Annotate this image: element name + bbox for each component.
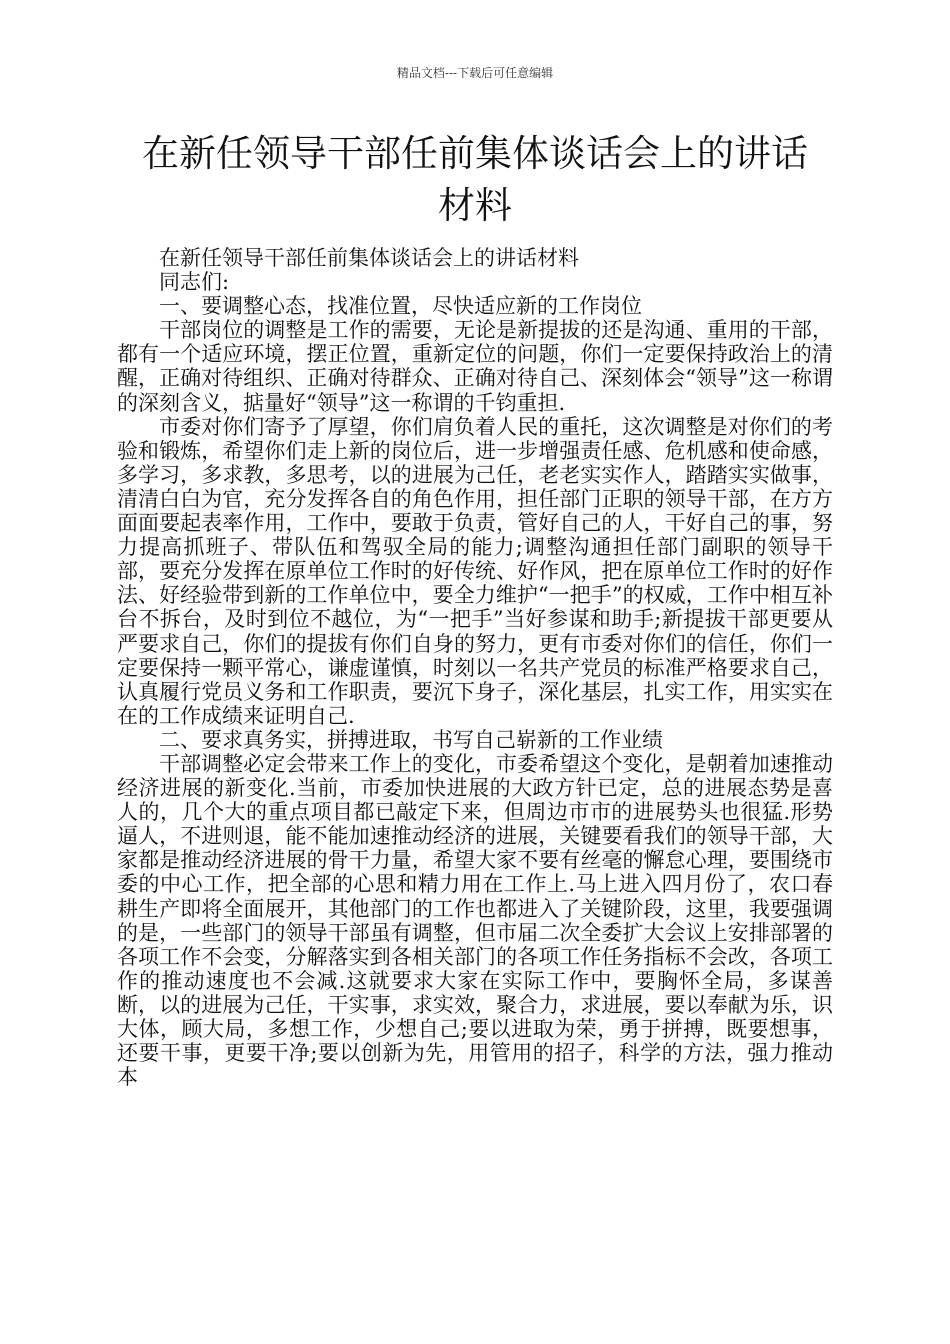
paragraph: 干部调整必定会带来工作上的变化，市委希望这个变化，是朝着加速推动经济进展的新变化.当前，市委加快进展的大政方针已定，总的进展态势是喜人的，几个大的重点项目都已敲定下来，但周边市市的进展势头也很猛.形势逼人，不进则退，能不能加速推动经济的进展，关键要看我们的领导干部，大家都是推动经济进展的骨干力量，希望大家不要有丝毫的懈怠心理，要围绕市委的中心工作，把全部的心思和精力用在工作上.马上进入四月份了，农口春耕生产即将全面展开，其他部门的工作也都进入了关键阶段，这里，我要强调的是，一些部门的领导干部虽有调整，但市届二次全委扩大会议上安排部署的各项工作不会变，分解落实到各相关部门的各项工作任务指标不会改，各项工作的推动速度也不会减.这就要求大家在实际工作中，要胸怀全局，多谋善断，以的进展为己任，干实事，求实效，聚合力，求进展，要以奉献为乐，识大体，顾大局，多想工作，少想自己;要以进取为荣，勇于拼搏，既要想事，还要干事，更要干净;要以创新为先，用管用的招子，科学的方法，强力推动本 — [117, 751, 833, 1090]
document-title: 在新任领导干部任前集体谈话会上的讲话材料 — [142, 132, 808, 227]
section-heading-2: 二、要求真务实，拼搏进取，书写自己崭新的工作业绩 — [159, 727, 663, 752]
header-note: 精品文档---下载后可任意编辑 — [396, 66, 554, 80]
document-body — [117, 246, 833, 1089]
paragraph: 市委对你们寄予了厚望，你们肩负着人民的重托，这次调整是对你们的考验和锻炼，希望你们走上新的岗位后，进一步增强责任感、危机感和使命感，多学习，多求教，多思考，以的进展为己任，老老实实作人，踏踏实实做事，清清白白为官，充分发挥各自的角色作用，担任部门正职的领导干部，在方方面面要起表率作用，工作中，要敢于负责，管好自己的人，干好自己的事，努力提高抓班子、带队伍和驾驭全局的能力;调整沟通担任部门副职的领导干部，要充分发挥在原单位工作时的好传统、好作风，把在原单位工作时的好作法、好经验带到新的工作单位中，要全力维护“一把手”的权威，工作中相互补台不拆台，及时到位不越位，为“一把手”当好参谋和助手;新提拔干部更要从严要求自己，你们的提拔有你们自身的努力，更有市委对你们的信任，你们一定要保持一颗平常心，谦虚谨慎，时刻以一名共产党员的标准严格要求自己，认真履行党员义务和工作职责，要沉下身子，深化基层，扎实工作，用实实在在的工作成绩来证明自己. — [117, 414, 833, 728]
paragraph-salutation: 同志们: — [159, 270, 230, 295]
paragraph-subtitle: 在新任领导干部任前集体谈话会上的讲话材料 — [159, 246, 579, 270]
paragraph: 干部岗位的调整是工作的需要，无论是新提拔的还是沟通、重用的干部，都有一个适应环境，摆正位置，重新定位的问题，你们一定要保持政治上的清醒，正确对待组织、正确对待群众、正确对待自己、深刻体会“领导”这一称谓的深刻含义，掂量好“领导”这一称谓的千钧重担. — [117, 318, 833, 415]
section-heading-1: 一、要调整心态，找准位置，尽快适应新的工作岗位 — [159, 294, 642, 319]
